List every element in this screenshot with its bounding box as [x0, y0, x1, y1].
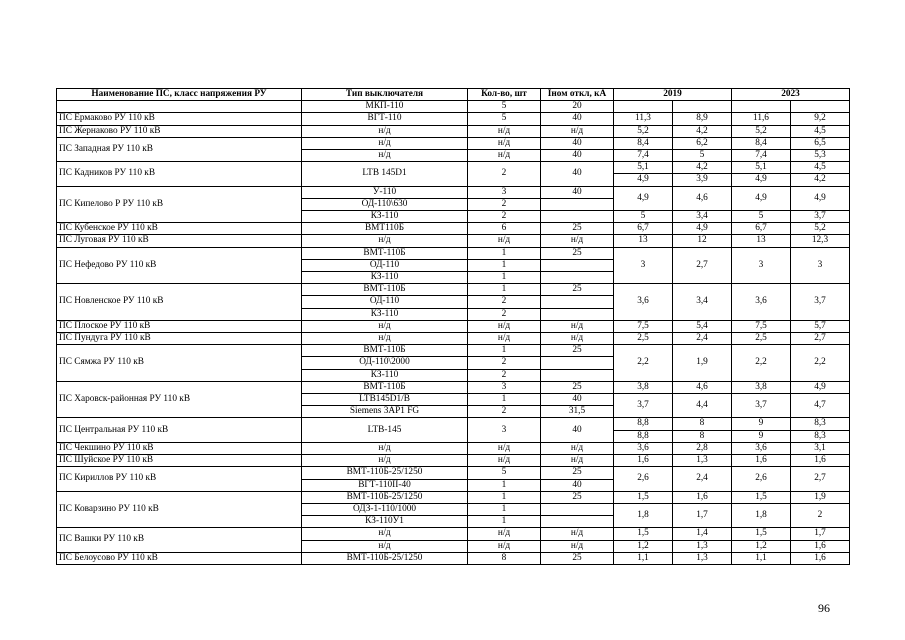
rated-current: н/д [541, 455, 614, 467]
current-value: 8,4 [614, 137, 673, 149]
current-value: 1,5 [732, 528, 791, 540]
current-value: 12,3 [791, 235, 850, 247]
rated-current [541, 516, 614, 528]
current-value: 4,9 [732, 186, 791, 210]
current-value: 8,3 [791, 430, 850, 442]
current-value: 5 [673, 150, 732, 162]
table-row [57, 137, 850, 149]
rated-current: н/д [541, 528, 614, 540]
switch-type: ОДЗ-1-110/1000 [302, 503, 468, 515]
current-value: 1,6 [791, 540, 850, 552]
current-value: 2,4 [673, 333, 732, 345]
switch-type: ВМТ110Б [302, 223, 468, 235]
switch-type: LTB145D1/B [302, 394, 468, 406]
rated-current: 40 [541, 186, 614, 198]
switch-count: 2 [468, 357, 541, 369]
current-value: 1,6 [791, 455, 850, 467]
rated-current: н/д [541, 125, 614, 137]
current-value: 1,3 [673, 540, 732, 552]
switchgear-table [56, 88, 850, 565]
table-row [57, 186, 850, 198]
substation-name: ПС Ермаково РУ 110 кВ [57, 113, 302, 125]
current-value: 8,8 [614, 430, 673, 442]
switch-type: КЗ-110У1 [302, 516, 468, 528]
switch-count: 1 [468, 247, 541, 259]
rated-current: 40 [541, 479, 614, 491]
current-value: 1,1 [732, 552, 791, 564]
current-value: 3 [732, 247, 791, 284]
current-value: 7,5 [614, 320, 673, 332]
current-value: 8,3 [791, 418, 850, 430]
current-value: 8,8 [614, 418, 673, 430]
switch-type: ВМТ-110Б-25/1250 [302, 491, 468, 503]
switch-count: 1 [468, 479, 541, 491]
table-row [57, 418, 850, 430]
rated-current: 25 [541, 247, 614, 259]
value-empty [673, 101, 732, 113]
switch-type: ОД-110\630 [302, 198, 468, 210]
switch-type: У-110 [302, 186, 468, 198]
current-value: 1,8 [614, 503, 673, 527]
current-value: 3 [791, 247, 850, 284]
substation-name: ПС Новленское РУ 110 кВ [57, 284, 302, 321]
substation-name: ПС Чекшино РУ 110 кВ [57, 442, 302, 454]
table-row [57, 284, 850, 296]
current-value: 5,1 [614, 162, 673, 174]
current-value: 5,1 [732, 162, 791, 174]
current-value: 9 [732, 418, 791, 430]
switch-count: 1 [468, 491, 541, 503]
substation-name: ПС Кубенское РУ 110 кВ [57, 223, 302, 235]
table-row [57, 442, 850, 454]
rated-current: н/д [541, 540, 614, 552]
current-value: 4,2 [673, 125, 732, 137]
substation-name: ПС Нефедово РУ 110 кВ [57, 247, 302, 284]
table-row [57, 125, 850, 137]
value-empty [791, 101, 850, 113]
current-value: 6,7 [614, 223, 673, 235]
table-row [57, 345, 850, 357]
current-value: 4,9 [791, 381, 850, 393]
switch-type: ВГТ-110II-40 [302, 479, 468, 491]
current-value: 5,3 [791, 150, 850, 162]
rated-current: 40 [541, 418, 614, 442]
header-year-2023: 2023 [732, 89, 850, 101]
switch-type: КЗ-110 [302, 369, 468, 381]
current-value: 1,4 [673, 528, 732, 540]
current-value: 5 [614, 211, 673, 223]
substation-name: ПС Сямжа РУ 110 кВ [57, 345, 302, 382]
table-row [57, 101, 850, 113]
rated-current [541, 503, 614, 515]
current-value: 8,4 [732, 137, 791, 149]
switch-type: н/д [302, 137, 468, 149]
current-value: 2,2 [791, 345, 850, 382]
header-current: Iном откл, кА [541, 89, 614, 101]
current-value: 3,6 [732, 284, 791, 321]
table-row [57, 528, 850, 540]
table-row [57, 320, 850, 332]
switch-count: н/д [468, 137, 541, 149]
switch-count: 1 [468, 394, 541, 406]
current-value: 11,6 [732, 113, 791, 125]
current-value: 2,2 [614, 345, 673, 382]
current-value: 12 [673, 235, 732, 247]
substation-name: ПС Луговая РУ 110 кВ [57, 235, 302, 247]
current-value: 3,8 [614, 381, 673, 393]
table-row [57, 162, 850, 174]
current-value: 5 [732, 211, 791, 223]
current-value: 3,7 [614, 394, 673, 418]
switch-count: 3 [468, 418, 541, 442]
switch-type: ОД-110 [302, 296, 468, 308]
current-value: 4,6 [673, 381, 732, 393]
substation-name: ПС Западная РУ 110 кВ [57, 137, 302, 161]
switch-type: ВМТ-110Б-25/1250 [302, 552, 468, 564]
substation-name: ПС Кадников РУ 110 кВ [57, 162, 302, 186]
rated-current: н/д [541, 442, 614, 454]
current-value: 3,6 [614, 442, 673, 454]
current-value: 11,3 [614, 113, 673, 125]
switch-count: 3 [468, 381, 541, 393]
current-value: 1,2 [614, 540, 673, 552]
current-value: 3,6 [732, 442, 791, 454]
current-value: 5,2 [732, 125, 791, 137]
current-value: 6,5 [791, 137, 850, 149]
table-row [57, 333, 850, 345]
current-value: 1,9 [673, 345, 732, 382]
rated-current: 40 [541, 113, 614, 125]
current-value: 4,9 [732, 174, 791, 186]
rated-current: 25 [541, 491, 614, 503]
current-value: 4,2 [673, 162, 732, 174]
rated-current: 25 [541, 381, 614, 393]
rated-current: 25 [541, 345, 614, 357]
current-value: 4,7 [791, 394, 850, 418]
current-value: 1,1 [614, 552, 673, 564]
rated-current: 40 [541, 137, 614, 149]
switch-count: 6 [468, 223, 541, 235]
current-value: 7,4 [614, 150, 673, 162]
switch-type: ВМТ-110Б [302, 345, 468, 357]
current-value: 5,4 [673, 320, 732, 332]
rated-current [541, 272, 614, 284]
switch-count: 3 [468, 186, 541, 198]
current-value: 2,8 [673, 442, 732, 454]
current-value: 2 [791, 503, 850, 527]
rated-current [541, 308, 614, 320]
current-value: 4,4 [673, 394, 732, 418]
current-value: 1,5 [732, 491, 791, 503]
rated-current: 40 [541, 162, 614, 186]
current-value: 2,7 [791, 467, 850, 491]
table-row [57, 467, 850, 479]
switch-type: н/д [302, 455, 468, 467]
current-value: 5,2 [791, 223, 850, 235]
switch-type: н/д [302, 333, 468, 345]
switch-type: КЗ-110 [302, 308, 468, 320]
rated-current: н/д [541, 333, 614, 345]
current-value: 6,7 [732, 223, 791, 235]
rated-current [541, 259, 614, 271]
switch-count: 5 [468, 467, 541, 479]
rated-current [541, 357, 614, 369]
header-name: Наименование ПС, класс напряжения РУ [57, 89, 302, 101]
current-value: 1,6 [673, 491, 732, 503]
switch-count: 1 [468, 284, 541, 296]
switch-count: 2 [468, 308, 541, 320]
switch-type: ВМТ-110Б-25/1250 [302, 467, 468, 479]
current-value: 13 [614, 235, 673, 247]
current-value: 4,6 [673, 186, 732, 210]
document-page [56, 88, 849, 565]
table-row [57, 113, 850, 125]
substation-name: ПС Харовск-районная РУ 110 кВ [57, 381, 302, 418]
rated-current [541, 211, 614, 223]
current-value: 13 [732, 235, 791, 247]
current-value: 5,2 [614, 125, 673, 137]
table-row [57, 455, 850, 467]
current-value: 2,6 [614, 467, 673, 491]
rated-current [541, 296, 614, 308]
switch-count: 2 [468, 211, 541, 223]
switch-count: н/д [468, 333, 541, 345]
current-value: 3,1 [791, 442, 850, 454]
table-header-row [57, 89, 850, 101]
value-empty [614, 101, 673, 113]
switch-count: н/д [468, 125, 541, 137]
table-row [57, 247, 850, 259]
current-value: 2,5 [614, 333, 673, 345]
substation-name: ПС Белоусово РУ 110 кВ [57, 552, 302, 564]
current-value: 4,9 [614, 186, 673, 210]
switch-count: 1 [468, 503, 541, 515]
current-value: 1,8 [732, 503, 791, 527]
table-row [57, 235, 850, 247]
substation-name: ПС Пундуга РУ 110 кВ [57, 333, 302, 345]
rated-current [541, 198, 614, 210]
current-value: 1,6 [732, 455, 791, 467]
rated-current: 20 [541, 101, 614, 113]
current-value: 3,9 [673, 174, 732, 186]
substation-name [57, 101, 302, 113]
current-value: 4,5 [791, 162, 850, 174]
current-value: 2,6 [732, 467, 791, 491]
current-value: 1,5 [614, 491, 673, 503]
current-value: 9,2 [791, 113, 850, 125]
header-count: Кол-во, шт [468, 89, 541, 101]
current-value: 1,6 [614, 455, 673, 467]
current-value: 2,4 [673, 467, 732, 491]
switch-count: 2 [468, 198, 541, 210]
current-value: 9 [732, 430, 791, 442]
switch-count: 1 [468, 272, 541, 284]
current-value: 3 [614, 247, 673, 284]
rated-current: 25 [541, 284, 614, 296]
page-number: 96 [818, 601, 830, 615]
rated-current: 31,5 [541, 406, 614, 418]
current-value: 1,6 [791, 552, 850, 564]
current-value: 3,4 [673, 211, 732, 223]
header-year-2019: 2019 [614, 89, 732, 101]
switch-count: н/д [468, 528, 541, 540]
current-value: 1,5 [614, 528, 673, 540]
switch-count: 8 [468, 552, 541, 564]
rated-current: 40 [541, 150, 614, 162]
current-value: 2,5 [732, 333, 791, 345]
current-value: 2,7 [791, 333, 850, 345]
switch-count: 5 [468, 113, 541, 125]
switch-type: ОД-110 [302, 259, 468, 271]
table-row [57, 552, 850, 564]
current-value: 8 [673, 418, 732, 430]
switch-type: МКП-110 [302, 101, 468, 113]
current-value: 8,9 [673, 113, 732, 125]
current-value: 3,4 [673, 284, 732, 321]
switch-type: н/д [302, 528, 468, 540]
substation-name: ПС Центральная РУ 110 кВ [57, 418, 302, 442]
switch-type: Siemens 3AP1 FG [302, 406, 468, 418]
switch-count: н/д [468, 320, 541, 332]
table-row [57, 381, 850, 393]
current-value: 6,2 [673, 137, 732, 149]
current-value: 1,3 [673, 455, 732, 467]
switch-type: ВМТ-110Б [302, 381, 468, 393]
substation-name: ПС Вашки РУ 110 кВ [57, 528, 302, 552]
current-value: 7,4 [732, 150, 791, 162]
switch-count: 1 [468, 345, 541, 357]
switch-type: н/д [302, 125, 468, 137]
current-value: 3,8 [732, 381, 791, 393]
rated-current: 25 [541, 223, 614, 235]
switch-type: LTB-145 [302, 418, 468, 442]
switch-type: н/д [302, 320, 468, 332]
switch-type: ВМТ-110Б [302, 284, 468, 296]
current-value: 4,2 [791, 174, 850, 186]
rated-current: 25 [541, 467, 614, 479]
substation-name: ПС Кипелово Р РУ 110 кВ [57, 186, 302, 223]
switch-type: КЗ-110 [302, 272, 468, 284]
table-row [57, 491, 850, 503]
switch-count: 5 [468, 101, 541, 113]
switch-type: ВГТ-110 [302, 113, 468, 125]
substation-name: ПС Коварзино РУ 110 кВ [57, 491, 302, 528]
rated-current: 40 [541, 394, 614, 406]
current-value: 2,2 [732, 345, 791, 382]
switch-count: 2 [468, 406, 541, 418]
current-value: 3,6 [614, 284, 673, 321]
switch-count: 2 [468, 369, 541, 381]
switch-count: 2 [468, 296, 541, 308]
switch-type: ВМТ-110Б [302, 247, 468, 259]
switch-count: н/д [468, 540, 541, 552]
current-value: 1,7 [791, 528, 850, 540]
switch-type: н/д [302, 150, 468, 162]
current-value: 1,2 [732, 540, 791, 552]
current-value: 4,9 [614, 174, 673, 186]
current-value: 8 [673, 430, 732, 442]
substation-name: ПС Шуйское РУ 110 кВ [57, 455, 302, 467]
switch-count: 1 [468, 259, 541, 271]
current-value: 4,9 [791, 186, 850, 210]
current-value: 2,7 [673, 247, 732, 284]
substation-name: ПС Жернаково РУ 110 кВ [57, 125, 302, 137]
switch-count: 1 [468, 516, 541, 528]
rated-current: 25 [541, 552, 614, 564]
current-value: 3,7 [791, 284, 850, 321]
switch-count: н/д [468, 150, 541, 162]
current-value: 1,3 [673, 552, 732, 564]
current-value: 1,9 [791, 491, 850, 503]
switch-type: н/д [302, 540, 468, 552]
switch-count: н/д [468, 442, 541, 454]
substation-name: ПС Кириллов РУ 110 кВ [57, 467, 302, 491]
switch-type: н/д [302, 442, 468, 454]
current-value: 3,7 [732, 394, 791, 418]
rated-current: н/д [541, 320, 614, 332]
header-switch-type: Тип выключателя [302, 89, 468, 101]
value-empty [732, 101, 791, 113]
switch-type: КЗ-110 [302, 211, 468, 223]
current-value: 4,5 [791, 125, 850, 137]
current-value: 4,9 [673, 223, 732, 235]
current-value: 1,7 [673, 503, 732, 527]
switch-type: ОД-110\2000 [302, 357, 468, 369]
switch-type: н/д [302, 235, 468, 247]
substation-name: ПС Плоское РУ 110 кВ [57, 320, 302, 332]
switch-count: н/д [468, 235, 541, 247]
rated-current: н/д [541, 235, 614, 247]
rated-current [541, 369, 614, 381]
table-row [57, 223, 850, 235]
switch-type: LTB 145D1 [302, 162, 468, 186]
current-value: 3,7 [791, 211, 850, 223]
current-value: 5,7 [791, 320, 850, 332]
switch-count: н/д [468, 455, 541, 467]
current-value: 7,5 [732, 320, 791, 332]
switch-count: 2 [468, 162, 541, 186]
